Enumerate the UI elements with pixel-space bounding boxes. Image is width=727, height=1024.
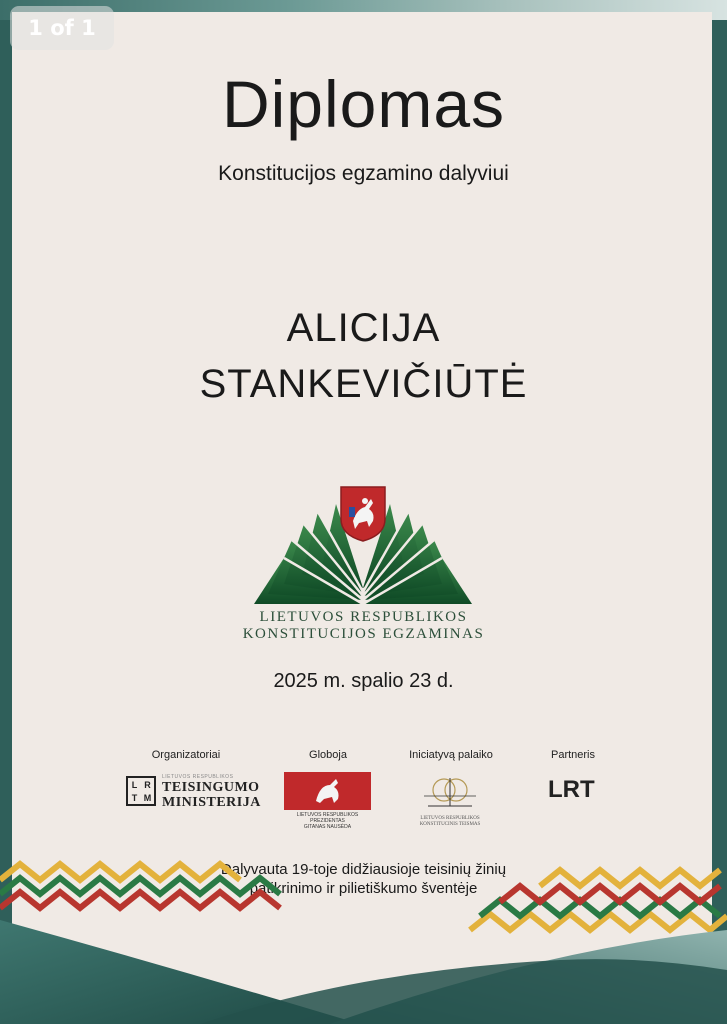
patronage-label: Globoja — [309, 749, 347, 761]
court-caption: LIETUVOS RESPUBLIKOS KONSTITUCINIS TEISMAS — [419, 816, 481, 827]
president-logo — [284, 772, 371, 810]
diploma-title: Diplomas — [221, 67, 506, 141]
president-caption: LIETUVOS RESPUBLIKOS PREZIDENTAS GITANAS NAUSĖDA — [296, 812, 359, 830]
diploma-subtitle: Konstitucijos egzamino dalyviui — [218, 162, 509, 185]
partner-label: Partneris — [550, 749, 596, 761]
ministry-country-text: LIETUVOS RESPUBLIKOS — [162, 774, 234, 780]
lrt-partner-logo: LRT — [548, 776, 595, 803]
page-counter-badge: 1 of 1 — [10, 6, 114, 50]
organizers-label: Organizatoriai — [151, 749, 221, 761]
logo-text-line2: KONSTITUCIJOS EGZAMINAS — [242, 626, 485, 642]
ministry-name: TEISINGUMO MINISTERIJA — [162, 780, 261, 810]
footer-line1: Dalyvauta 19-toje didžiausioje teisinių žinių — [220, 861, 507, 878]
decorative-bottom-waves — [0, 820, 727, 1024]
ministry-logo-icon: L R T M — [126, 776, 156, 806]
logo-text-line1: LIETUVOS RESPUBLIKOS — [259, 609, 468, 625]
court-logo-icon — [420, 772, 480, 814]
coat-of-arms-icon — [339, 485, 387, 543]
initiative-label: Iniciatyvą palaiko — [409, 749, 493, 761]
footer-line2: patikrinimo ir pilietiškumo šventėje — [249, 880, 478, 897]
recipient-name-first: ALICIJA — [286, 306, 441, 350]
diploma-date: 2025 m. spalio 23 d. — [273, 670, 454, 692]
recipient-name-last: STANKEVIČIŪTĖ — [199, 362, 528, 406]
president-emblem-icon — [310, 777, 346, 805]
